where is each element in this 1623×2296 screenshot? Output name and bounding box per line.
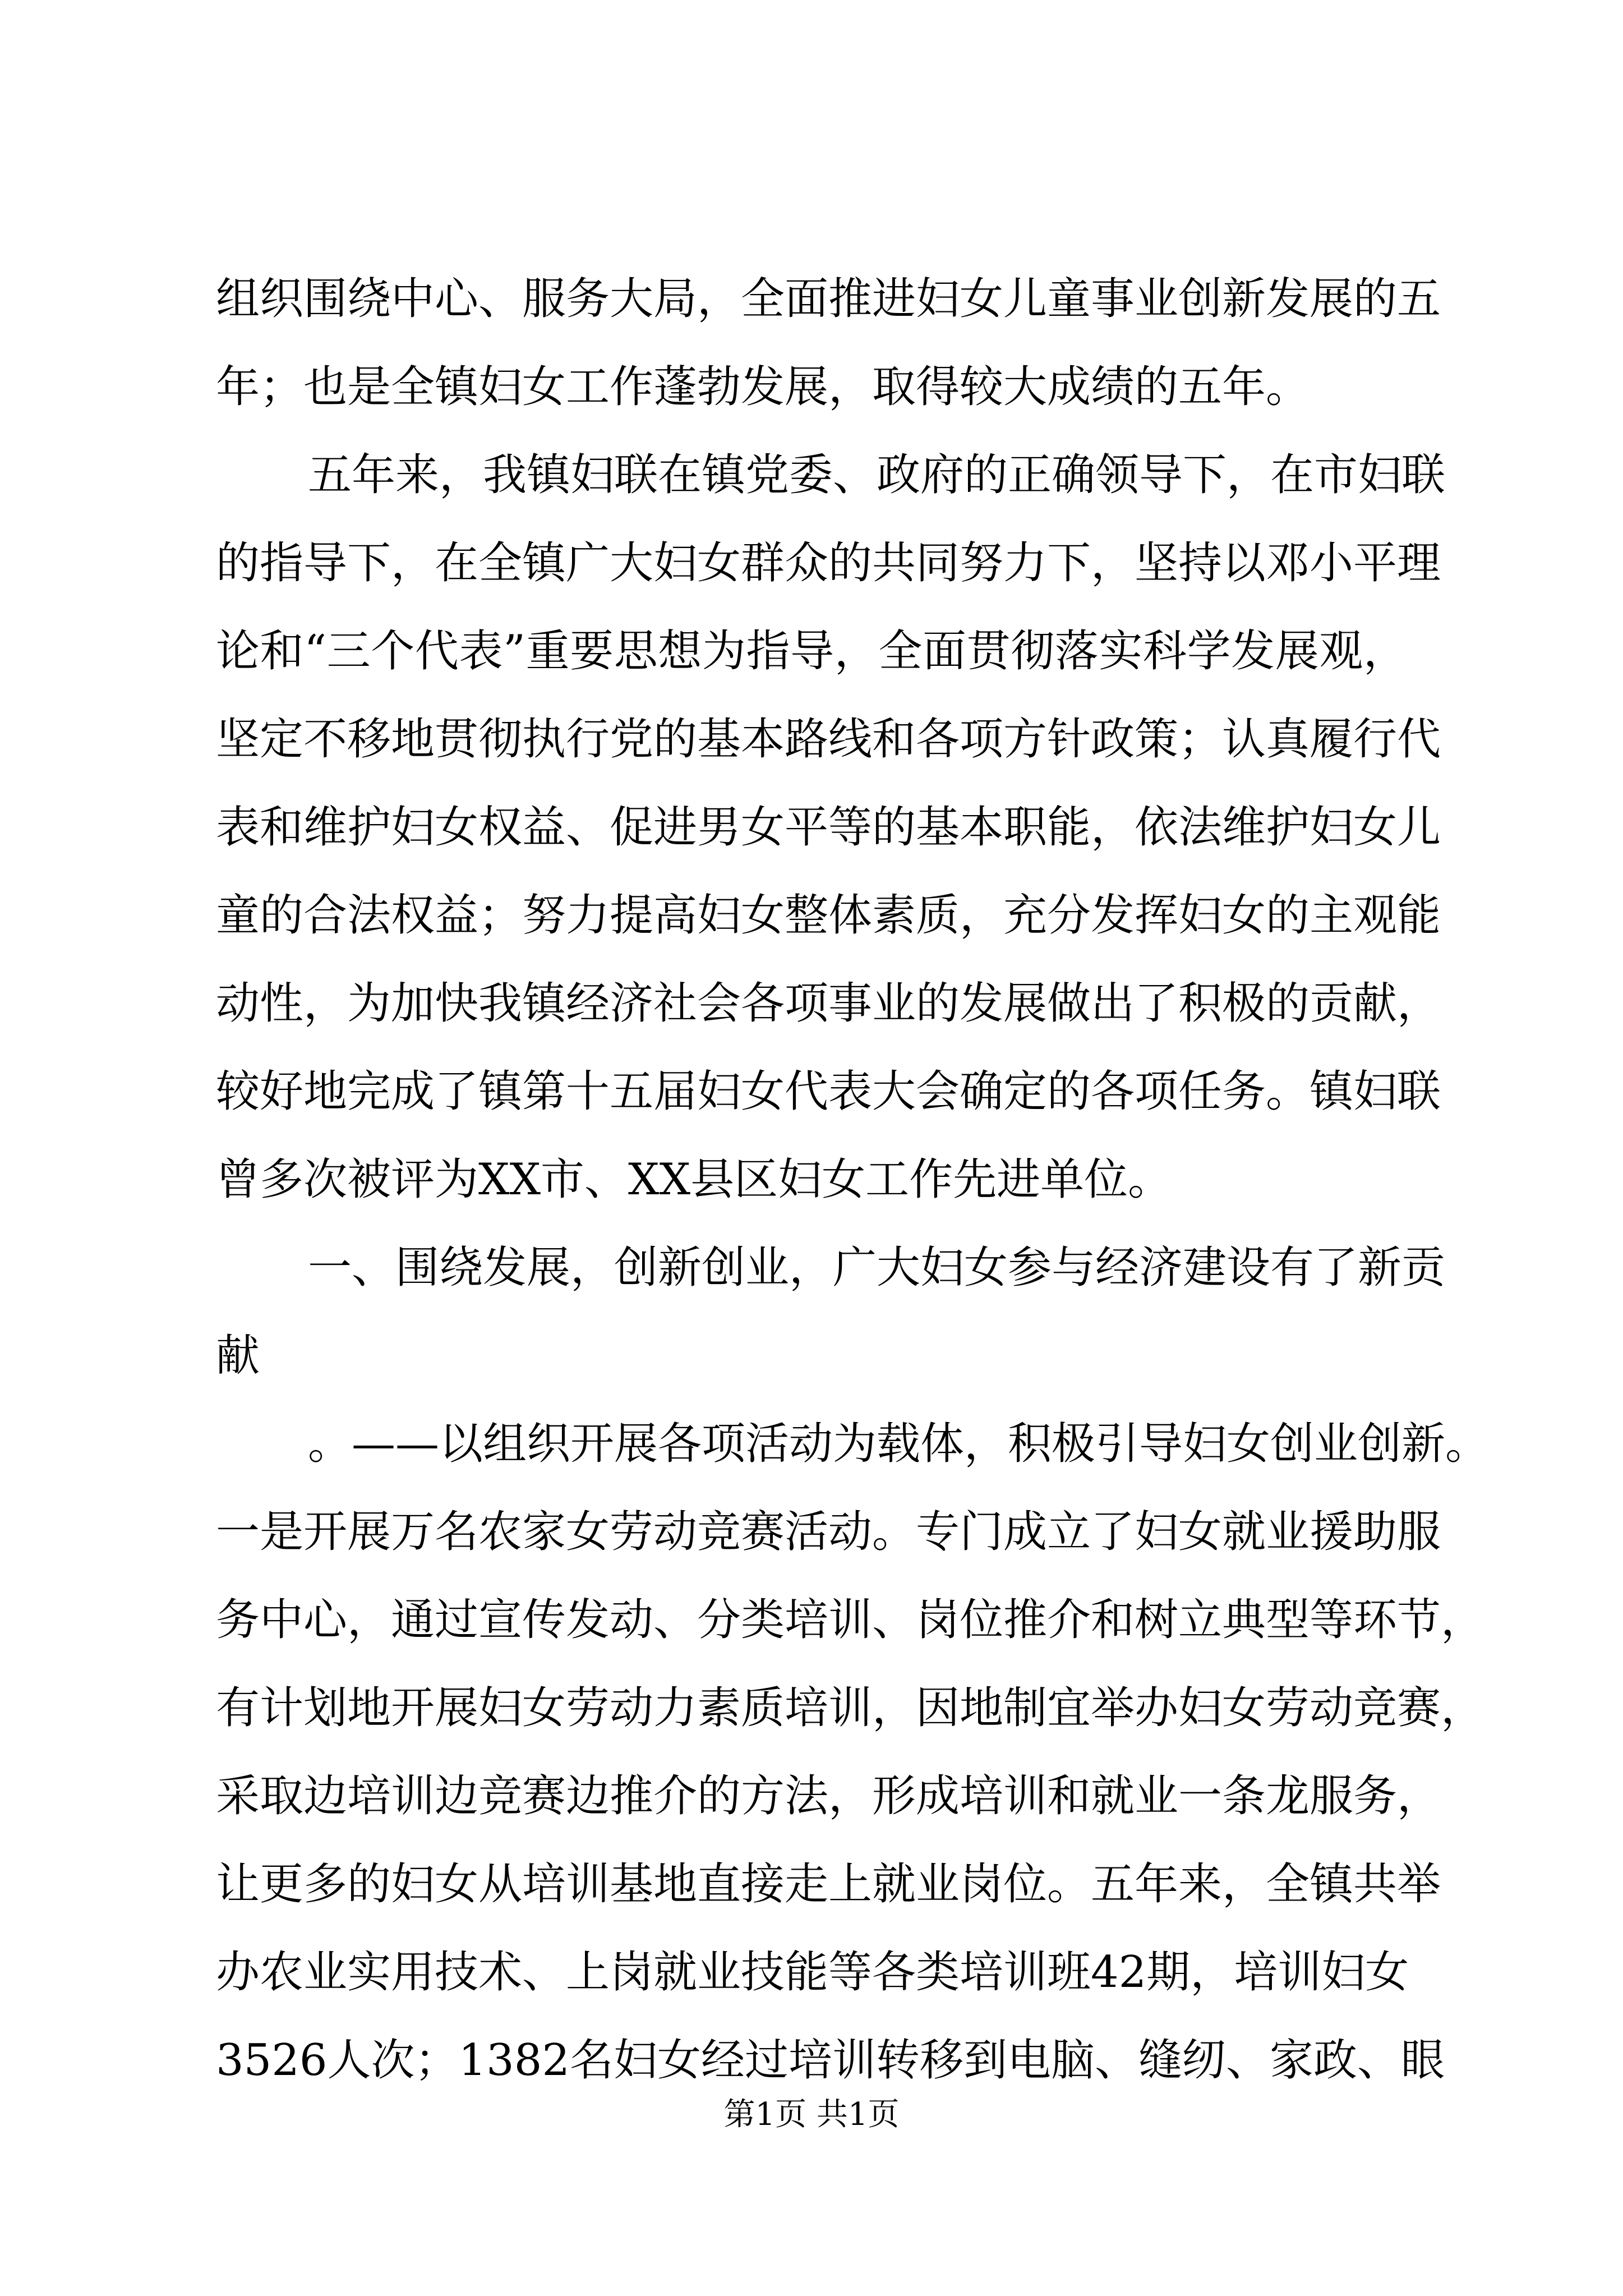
text-line: 论和“三个代表”重要思想为指导，全面贯彻落实科学发展观， [216,626,1407,677]
text-line: 采取边培训边竞赛边推介的方法，形成培训和就业一条龙服务， [216,1771,1441,1821]
text-line: 一是开展万名农家女劳动竞赛活动。专门成立了妇女就业援助服 [216,1507,1441,1557]
text-line: 的指导下，在全镇广大妇女群众的共同努力下，坚持以邓小平理 [216,538,1441,588]
text-line: 献 [216,1331,260,1381]
page-footer: 第1页 共1页 [723,2096,900,2133]
text-line: 动性，为加快我镇经济社会各项事业的发展做出了积极的贡献， [216,978,1441,1029]
text-line: 办农业实用技术、上岗就业技能等各类培训班42期，培训妇女 [216,1947,1409,1998]
document-body [216,255,1490,2105]
text-line: 曾多次被评为XX市、XX县区妇女工作先进单位。 [216,1154,1172,1205]
text-line: 童的合法权益；努力提高妇女整体素质，充分发挥妇女的主观能 [216,890,1441,941]
text-line: 坚定不移地贯彻执行党的基本路线和各项方针政策；认真履行代 [216,714,1441,765]
text-line: 组织围绕中心、服务大局，全面推进妇女儿童事业创新发展的五 [216,274,1441,324]
text-line: 3526人次；1382名妇女经过培训转移到电脑、缝纫、家政、眼 [216,2035,1445,2086]
text-line: 让更多的妇女从培训基地直接走上就业岗位。五年来，全镇共举 [216,1859,1441,1910]
text-line: 一、围绕发展，创新创业，广大妇女参与经济建设有了新贡 [308,1243,1446,1293]
text-line: 年；也是全镇妇女工作蓬勃发展，取得较大成绩的五年。 [216,362,1310,412]
text-line: 务中心，通过宣传发动、分类培训、岗位推介和树立典型等环节， [216,1595,1485,1645]
text-line: 表和维护妇女权益、促进男女平等的基本职能，依法维护妇女儿 [216,802,1441,853]
text-line: 有计划地开展妇女劳动力素质培训，因地制宜举办妇女劳动竞赛， [216,1683,1485,1733]
text-line: 五年来，我镇妇联在镇党委、政府的正确领导下，在市妇联 [308,450,1446,500]
text-line: 。——以组织开展各项活动为载体，积极引导妇女创业创新。 [308,1419,1490,1469]
text-line: 较好地完成了镇第十五届妇女代表大会确定的各项任务。镇妇联 [216,1066,1441,1117]
